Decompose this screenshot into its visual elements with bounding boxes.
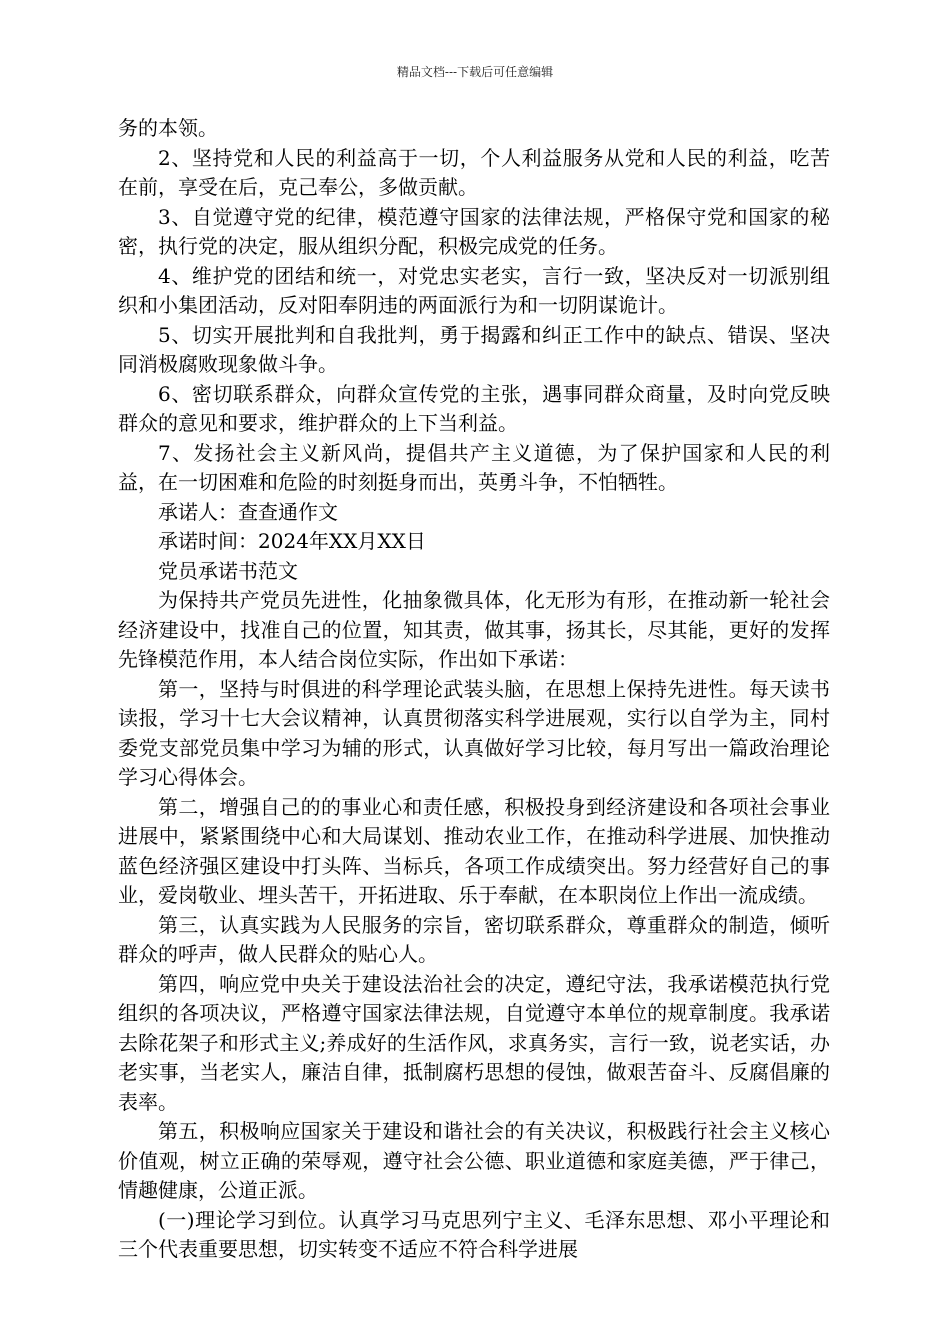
paragraph: 5、切实开展批判和自我批判，勇于揭露和纠正工作中的缺点、错误、坚决同消极腐败现象做斗争。 [118,322,830,376]
paragraph: 4、维护党的团结和统一，对党忠实老实，言行一致，坚决反对一切派别组织和小集团活动，反对阳奉阴违的两面派行为和一切阴谋诡计。 [118,263,830,317]
page-header: 精品文档---下载后可任意编辑 [396,65,554,79]
section-title: 党员承诺书范文 [158,558,298,583]
paragraph: 第二，增强自己的的事业心和责任感，积极投身到经济建设和各项社会事业进展中，紧紧围绕中心和大局谋划、推动农业工作，在推动科学进展、加快推动蓝色经济强区建设中打头阵、当标兵，各项工作成绩突出。努力经营好自己的事业，爱岗敬业、埋头苦干，开拓进取、乐于奉献，在本职岗位上作出一流成绩。 [118,794,830,907]
paragraph: 第五，积极响应国家关于建设和谐社会的有关决议，积极践行社会主义核心价值观，树立正确的荣辱观，遵守社会公德、职业道德和家庭美德，严于律己，情趣健康，公道正派。 [118,1119,830,1202]
document-body [118,114,830,1265]
date-line: 承诺时间：2024年XX月XX日 [158,529,426,553]
paragraph: 为保持共产党员先进性，化抽象微具体，化无形为有形，在推动新一轮社会经济建设中，找准自己的位置，知其责，做其事，扬其长，尽其能，更好的发挥先锋模范作用，本人结合岗位实际，作出如下承诺： [118,588,830,671]
paragraph: 第四，响应党中央关于建设法治社会的决定，遵纪守法，我承诺模范执行党组织的各项决议，严格遵守国家法律法规，自觉遵守本单位的规章制度。我承诺去除花架子和形式主义;养成好的生活作风，求真务实，言行一致，说老实话，办老实事，当老实人，廉洁自律，抵制腐朽思想的侵蚀，做艰苦奋斗、反腐倡廉的表率。 [118,971,830,1114]
paragraph: 6、密切联系群众，向群众宣传党的主张，遇事同群众商量，及时向党反映群众的意见和要求，维护群众的上下当利益。 [118,381,830,435]
signatory-line: 承诺人：查查通作文 [158,499,338,524]
paragraph: 2、坚持党和人民的利益高于一切，个人利益服务从党和人民的利益，吃苦在前，享受在后，克己奉公，多做贡献。 [118,145,830,199]
paragraph: 3、自觉遵守党的纪律，模范遵守国家的法律法规，严格保守党和国家的秘密，执行党的决定，服从组织分配，积极完成党的任务。 [118,204,830,258]
paragraph: 第一，坚持与时俱进的科学理论武装头脑，在思想上保持先进性。每天读书读报，学习十七大会议精神，认真贯彻落实科学进展观，实行以自学为主，同村委党支部党员集中学习为辅的形式，认真做好学习比较，每月写出一篇政治理论学习心得体会。 [118,676,830,789]
paragraph: 第三，认真实践为人民服务的宗旨，密切联系群众，尊重群众的制造，倾听群众的呼声，做人民群众的贴心人。 [118,912,830,966]
paragraph: 7、发扬社会主义新风尚，提倡共产主义道德，为了保护国家和人民的利益，在一切困难和危险的时刻挺身而出，英勇斗争，不怕牺牲。 [118,440,830,494]
paragraph: (一)理论学习到位。认真学习马克思列宁主义、毛泽东思想、邓小平理论和三个代表重要思想，切实转变不适应不符合科学进展 [118,1207,830,1261]
paragraph: 务的本领。 [118,116,218,140]
